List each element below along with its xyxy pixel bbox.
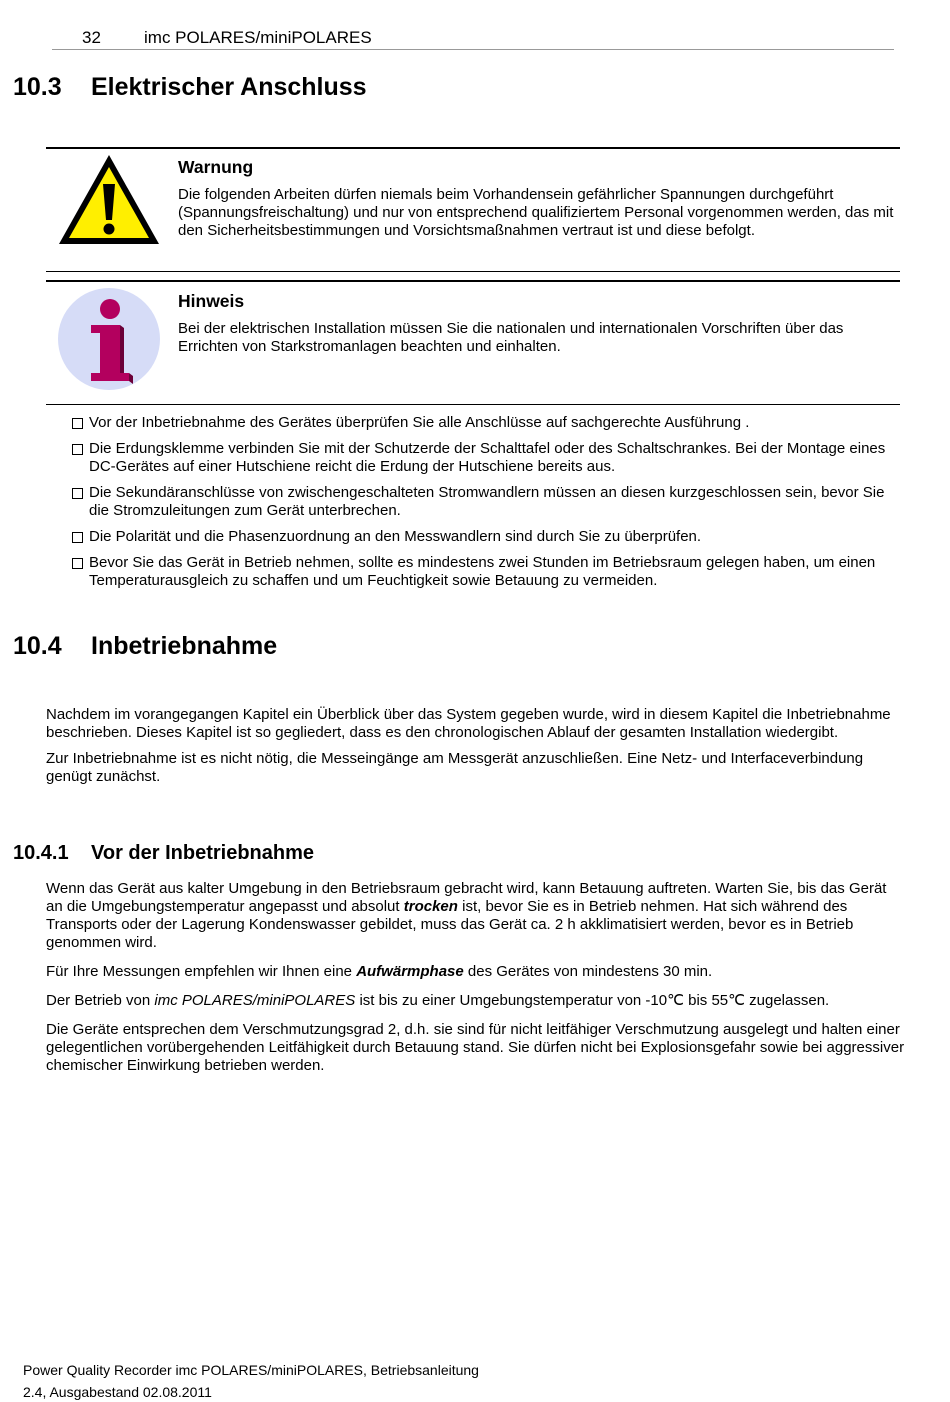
paragraph: Zur Inbetriebnahme ist es nicht nötig, die Messeingänge am Messgerät anzuschließen. Eine Netz- und Interfaceverbindung genügt zunächst. <box>46 750 864 785</box>
section-10-4-1-body <box>46 880 906 1083</box>
section-title: Elektrischer Anschluss <box>91 73 367 101</box>
section-title: Vor der Inbetriebnahme <box>91 842 315 864</box>
info-icon <box>57 287 161 391</box>
paragraph: Die Geräte entsprechen dem Verschmutzungsgrad 2, d.h. sie sind für nicht leitfähiger Verschmutzung ausgelegt und halten einer gelegentlichen vorübergehenden Leitfähigkeit durch Betauung stand. Sie dürfen nicht bei Explosionsgefahr sowie bei aggressiver chemischer Einwirkung betrieben werden. <box>46 1021 905 1074</box>
hint-bottom-rule <box>46 404 900 405</box>
section-heading-10-4 <box>13 632 613 664</box>
list-item: Die Sekundäranschlüsse von zwischengeschalteten Stromwandlern müssen an diesen kurzgeschlossen sein, bevor Sie die Stromzuleitungen zum Gerät unterbrechen. <box>72 484 892 520</box>
checklist <box>72 414 892 598</box>
section-title: Inbetriebnahme <box>91 632 278 660</box>
paragraph: Für Ihre Messungen empfehlen wir Ihnen eine Aufwärmphase des Gerätes von mindestens 30 min. <box>46 963 713 980</box>
checkbox-icon <box>72 488 83 499</box>
warning-bottom-rule <box>46 271 900 272</box>
page-number: 32 <box>82 28 101 47</box>
checkbox-icon <box>72 418 83 429</box>
hint-text: Bei der elektrischen Installation müssen Sie die nationalen und internationalen Vorschriften über das Errichten von Starkstromanlagen beachten und einhalten. <box>178 320 844 355</box>
list-item: Vor der Inbetriebnahme des Gerätes überprüfen Sie alle Anschlüsse auf sachgerechte Ausführung . <box>72 414 892 432</box>
section-number: 10.4 <box>13 632 62 660</box>
checkbox-icon <box>72 444 83 455</box>
checkbox-icon <box>72 532 83 543</box>
paragraph: Wenn das Gerät aus kalter Umgebung in den Betriebsraum gebracht wird, kann Betauung auftreten. Warten Sie, bis das Gerät an die Umgebungstemperatur angepasst und absolut trocken ist, bevor Sie es in Betrieb nehmen. Hat sich während des Transports oder der Lagerung Kondenswasser gebildet, muss das Gerät ca. 2 h akklimatisiert werden, bevor es in Betrieb genommen wird. <box>46 880 887 951</box>
list-item: Die Erdungsklemme verbinden Sie mit der Schutzerde der Schalttafel oder des Schaltschrankes. Bei der Montage eines DC-Gerätes auf einer Hutschiene reicht die Erdung der Hutschiene bereits aus. <box>72 440 892 476</box>
warning-triangle-icon <box>56 152 162 248</box>
section-number: 10.3 <box>13 73 62 101</box>
header-divider <box>52 49 894 50</box>
hint-title: Hinweis <box>178 291 245 311</box>
list-item: Die Polarität und die Phasenzuordnung an den Messwandlern sind durch Sie zu überprüfen. <box>72 528 892 546</box>
hint-top-rule <box>46 280 900 282</box>
section-heading-10-4-1 <box>13 842 613 868</box>
section-10-4-body <box>46 706 906 794</box>
footer-document-title: Power Quality Recorder imc POLARES/miniPOLARES, Betriebsanleitung <box>23 1362 479 1378</box>
warning-top-rule <box>46 147 900 149</box>
section-number: 10.4.1 <box>13 842 69 864</box>
checkbox-icon <box>72 558 83 569</box>
footer-version: 2.4, Ausgabestand 02.08.2011 <box>23 1384 212 1400</box>
paragraph: Der Betrieb von imc POLARES/miniPOLARES ist bis zu einer Umgebungstemperatur von -10℃ bis 55℃ zugelassen. <box>46 992 830 1009</box>
section-heading-10-3 <box>13 73 613 105</box>
running-header-title: imc POLARES/miniPOLARES <box>144 28 372 47</box>
list-item: Bevor Sie das Gerät in Betrieb nehmen, sollte es mindestens zwei Stunden im Betriebsraum gelegen haben, um einen Temperaturausgleich zu schaffen und um Feuchtigkeit sowie Betauung zu vermeiden. <box>72 554 892 590</box>
paragraph: Nachdem im vorangegangen Kapitel ein Überblick über das System gegeben wurde, wird in diesem Kapitel die Inbetriebnahme beschrieben. Dieses Kapitel ist so gegliedert, dass es den chronologischen Ablauf der gesamten Installation wiedergibt. <box>46 706 891 741</box>
warning-title: Warnung <box>178 157 254 177</box>
warning-text: Die folgenden Arbeiten dürfen niemals beim Vorhandensein gefährlicher Spannungen durchgeführt (Spannungsfreischaltung) und nur von entsprechend qualifiziertem Personal vorgenommen werden, das mit den Sicherheitsbestimmungen und Vorsichtsmaßnahmen vertraut ist und diese befolgt. <box>178 186 894 239</box>
